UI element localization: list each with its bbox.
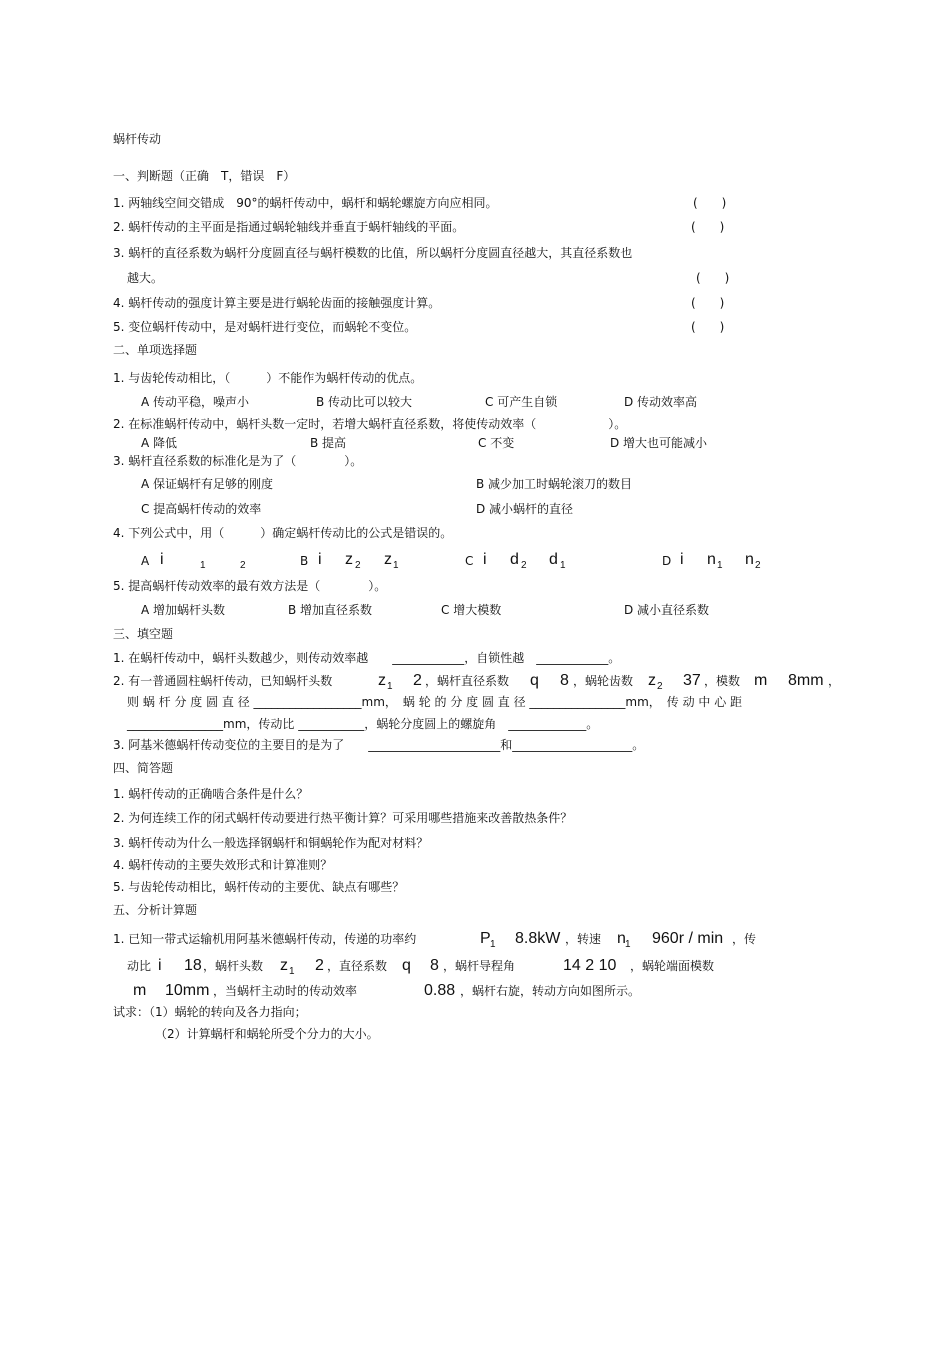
- fill-question-2-cont: ________________mm，传动比 ___________，蜗轮分度圆上的螺旋角 _____________。: [127, 717, 599, 731]
- answer-paren: ( ): [693, 196, 727, 210]
- mc-option: B 增加直径系数: [288, 603, 373, 617]
- tf-question-5: 5. 变位蜗杆传动中，是对蜗杆进行变位，而蜗轮不变位。: [113, 320, 417, 334]
- subscript: 2: [657, 681, 663, 692]
- formula-subscript: 1: [560, 560, 566, 571]
- mc-option: A 增加蜗杆头数: [141, 603, 226, 617]
- symbol-q: q: [530, 672, 539, 689]
- formula-symbol-d1: d: [549, 551, 558, 568]
- formula-symbol-i: i: [318, 551, 322, 568]
- short-question-4: 4. 蜗杆传动的主要失效形式和计算准则？: [113, 858, 333, 872]
- subscript: 1: [625, 939, 631, 950]
- section-2-heading: 二、单项选择题: [113, 343, 198, 357]
- section-5-heading: 五、分析计算题: [113, 903, 198, 917]
- formula-symbol-z2: z: [345, 551, 353, 568]
- value-ratio: 18: [184, 957, 202, 974]
- mc-question-1: 1. 与齿轮传动相比，（ ）不能作为蜗杆传动的优点。: [113, 371, 423, 385]
- calc-line-1-text: ，转速: [565, 932, 602, 946]
- value: 8: [430, 957, 439, 974]
- mc-option: D 增大也可能减小: [610, 436, 708, 450]
- document-title: 蜗杆传动: [113, 132, 162, 146]
- value: 2: [315, 957, 324, 974]
- symbol-z: z: [378, 672, 386, 689]
- value-power: 8.8kW: [515, 930, 561, 947]
- mc-option: D 减小直径系数: [624, 603, 710, 617]
- mc-option: D 传动效率高: [624, 395, 698, 409]
- formula-subscript: 1: [717, 560, 723, 571]
- value-efficiency: 0.88: [424, 982, 456, 999]
- tf-question-3-cont: 越大。: [127, 271, 164, 285]
- formula-symbol-n1: n: [707, 551, 716, 568]
- calc-ask-1: 试求：（1）蜗轮的转向及各力指向；: [113, 1005, 307, 1019]
- symbol-m: m: [754, 672, 768, 689]
- calc-line-2-text: 动比: [127, 959, 152, 973]
- short-question-3: 3. 蜗杆传动为什么一般选择钢蜗杆和铜蜗轮作为配对材料？: [113, 836, 429, 850]
- formula-subscript: 1: [200, 560, 206, 571]
- answer-paren: ( ): [691, 296, 725, 310]
- calc-line-1-text: 1. 已知一带式运输机用阿基米德蜗杆传动，传递的功率约: [113, 932, 417, 946]
- formula-subscript: 2: [755, 560, 761, 571]
- tf-question-3: 3. 蜗杆的直径系数为蜗杆分度圆直径与蜗杆模数的比值，所以蜗杆分度圆直径越大，其直径系数也: [113, 246, 633, 260]
- subscript: 1: [387, 681, 393, 692]
- value: 8: [560, 672, 569, 689]
- symbol-m: m: [133, 982, 147, 999]
- value: 8mm: [788, 672, 824, 689]
- symbol-z: z: [280, 957, 288, 974]
- section-4-heading: 四、简答题: [113, 761, 174, 775]
- symbol-i: i: [158, 957, 162, 974]
- formula-option-d-letter: D: [662, 554, 672, 568]
- symbol-P: P: [480, 930, 491, 947]
- mc-option: C 增大模数: [441, 603, 502, 617]
- formula-subscript: 1: [393, 560, 399, 571]
- formula-subscript: 2: [521, 560, 527, 571]
- formula-symbol-n2: n: [745, 551, 754, 568]
- mc-question-2: 2. 在标准蜗杆传动中，蜗杆头数一定时，若增大蜗杆直径系数，将使传动效率（ ）。: [113, 417, 627, 431]
- calc-line-2-text: ，蜗轮端面模数: [630, 959, 715, 973]
- short-question-5: 5. 与齿轮传动相比，蜗杆传动的主要优、缺点有哪些？: [113, 880, 405, 894]
- formula-option-b-letter: B: [300, 554, 309, 568]
- mc-option: B 减少加工时蜗轮滚刀的数目: [476, 477, 633, 491]
- value-lead-angle: 14 2 10: [563, 957, 617, 974]
- formula-option-a-letter: A: [141, 554, 150, 568]
- value: 2: [413, 672, 422, 689]
- calc-line-3-text: ，当蜗杆主动时的传动效率: [213, 984, 358, 998]
- mc-option: B 传动比可以较大: [316, 395, 413, 409]
- formula-symbol-d2: d: [510, 551, 519, 568]
- calc-line-1-text: ，传: [732, 932, 757, 946]
- short-question-1: 1. 蜗杆传动的正确啮合条件是什么？: [113, 787, 309, 801]
- mc-option: C 不变: [478, 436, 515, 450]
- fill-question-2-text: 2. 有一普通圆柱蜗杆传动，已知蜗杆头数: [113, 674, 333, 688]
- calc-ask-2: （2）计算蜗杆和蜗轮所受个分力的大小。: [155, 1027, 379, 1041]
- fill-question-2-text: ，蜗轮齿数: [573, 674, 634, 688]
- fill-question-2-cont: 则 蜗 杆 分 度 圆 直 径 __________________mm， 蜗 轮 的 分 度 圆 直 径 ________________mm， 传 动 中 心 距: [127, 695, 743, 709]
- fill-question-2-text: ，: [828, 674, 841, 688]
- section-1-heading: 一、判断题（正确 T，错误 F）: [113, 169, 296, 183]
- value-speed: 960r / min: [652, 930, 724, 947]
- mc-question-4: 4. 下列公式中，用（ ）确定蜗杆传动比的公式是错误的。: [113, 526, 453, 540]
- subscript: 1: [490, 939, 496, 950]
- value-module: 10mm: [165, 982, 210, 999]
- answer-paren: ( ): [691, 320, 725, 334]
- answer-paren: ( ): [696, 271, 730, 285]
- fill-question-2-text: ，模数: [704, 674, 741, 688]
- mc-question-3: 3. 蜗杆直径系数的标准化是为了（ ）。: [113, 454, 363, 468]
- fill-question-3: 3. 阿基米德蜗杆传动变位的主要目的是为了 ______________________和____________________。: [113, 738, 645, 752]
- mc-option: D 减小蜗杆的直径: [476, 502, 574, 516]
- mc-option: A 降低: [141, 436, 178, 450]
- value: 37: [683, 672, 701, 689]
- section-3-heading: 三、填空题: [113, 627, 174, 641]
- formula-symbol-z1: z: [384, 551, 392, 568]
- formula-symbol-i: i: [680, 551, 684, 568]
- formula-symbol-i: i: [483, 551, 487, 568]
- formula-subscript: 2: [240, 560, 246, 571]
- tf-question-2: 2. 蜗杆传动的主平面是指通过蜗轮轴线并垂直于蜗杆轴线的平面。: [113, 220, 465, 234]
- formula-subscript: 2: [355, 560, 361, 571]
- short-question-2: 2. 为何连续工作的闭式蜗杆传动要进行热平衡计算？可采用哪些措施来改善散热条件？: [113, 811, 573, 825]
- formula-option-c-letter: C: [465, 554, 474, 568]
- calc-line-2-text: ，蜗杆导程角: [443, 959, 516, 973]
- calc-line-2-text: ，蜗杆头数: [203, 959, 264, 973]
- symbol-n: n: [617, 930, 626, 947]
- symbol-z: z: [648, 672, 656, 689]
- fill-question-2-text: ，蜗杆直径系数: [425, 674, 510, 688]
- tf-question-4: 4. 蜗杆传动的强度计算主要是进行蜗轮齿面的接触强度计算。: [113, 296, 441, 310]
- subscript: 1: [289, 966, 295, 977]
- mc-option: C 可产生自锁: [485, 395, 558, 409]
- fill-question-1: 1. 在蜗杆传动中，蜗杆头数越少，则传动效率越 ____________，自锁性越 ____________。: [113, 651, 621, 665]
- answer-paren: ( ): [691, 220, 725, 234]
- tf-question-1: 1. 两轴线空间交错成 90°的蜗杆传动中，蜗杆和蜗轮螺旋方向应相同。: [113, 196, 498, 210]
- mc-option: B 提高: [310, 436, 347, 450]
- mc-option: A 传动平稳，噪声小: [141, 395, 250, 409]
- mc-option: C 提高蜗杆传动的效率: [141, 502, 262, 516]
- calc-line-2-text: ，直径系数: [327, 959, 388, 973]
- symbol-q: q: [402, 957, 411, 974]
- mc-question-5: 5. 提高蜗杆传动效率的最有效方法是（ ）。: [113, 579, 387, 593]
- mc-option: A 保证蜗杆有足够的刚度: [141, 477, 274, 491]
- formula-symbol-i: i: [160, 551, 164, 568]
- calc-line-3-text: ，蜗杆右旋，转动方向如图所示。: [460, 984, 641, 998]
